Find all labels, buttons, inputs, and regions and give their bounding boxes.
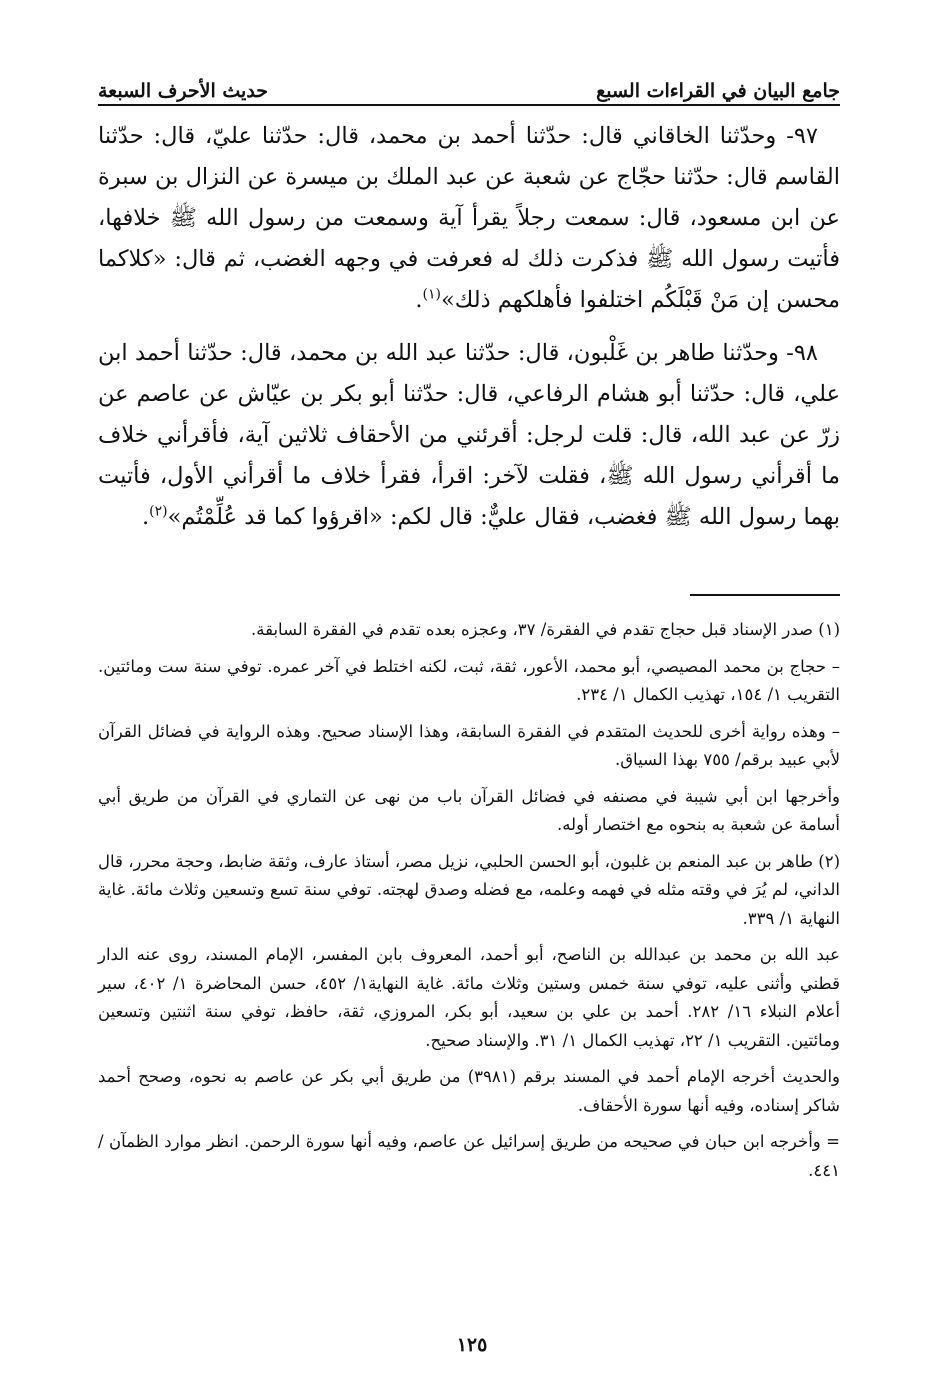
main-text [98, 116, 840, 550]
hadith-paragraph-98: ٩٨- وحدّثنا طاهر بن غَلْبون، قال: حدّثنا عبد الله بن محمد، قال: حدّثنا أحمد ابن علي، قال: حدّثنا أبو هشام الرفاعي، قال: حدّثنا أبو بكر بن عيّاش عن عاصم عن زرّ عن عبد الله، قال: قلت لرجل: أقرئني من الأحقاف ثلاثين آية، فأقرأني خلاف ما أقرأني رسول الله ﷺ، فقلت لآخر: اقرأ، فقرأ خلاف ما أقرأني الأول، فأتيت بهما رسول الله ﷺ فغضب، فقال عليٌّ: قال لكم: «اقرؤوا كما قد عُلِّمْتُم»$^{(٢)}$. [98, 340, 840, 530]
chapter-title: حديث الأحرف السبعة [98, 80, 269, 102]
footnote-item: وأخرجها ابن أبي شيبة في مصنفه في فضائل القرآن باب من نهى عن التماري في القرآن من طريق أبي أسامة عن شعبة به بنحوه مع اختصار أوله. [98, 786, 840, 834]
footnote-item: – حجاج بن محمد المصيصي، أبو محمد، الأعور، ثقة، ثبت، لكنه اختلط في آخر عمره. توفي سنة ست ومائتين. التقريب ١/ ١٥٤، تهذيب الكمال ١/ ٢٣٤. [98, 656, 840, 704]
footnote-ref-1[interactable]: (١) [422, 286, 441, 303]
footnote-item: والحديث أخرجه الإمام أحمد في المسند برقم (٣٩٨١) من طريق أبي بكر عن عاصم به نحوه، وصحح أحمد شاكر إسناده، وفيه أنها سورة الأحقاف. [98, 1067, 841, 1115]
hadith-98-text: ٩٨- وحدّثنا طاهر بن غَلْبون، قال: حدّثنا عبد الله بن محمد، قال: حدّثنا أحمد ابن علي، قال: حدّثنا أبو هشام الرفاعي، قال: حدّثنا أبو بكر بن عيّاش عن عاصم عن زرّ عن عبد الله، قال: قلت لرجل: أقرئني من الأحقاف ثلاثين آية، فأقرأني خلاف ما أقرأني رسول الله ﷺ، فقلت لآخر: اقرأ، فقرأ خلاف ما أقرأني الأول، فأتيت بهما رسول الله ﷺ فغضب، فقال عليٌّ: قال لكم: «اقرؤوا كما قد عُلِّمْتُم» [98, 340, 840, 530]
footnote-item: (٢) طاهر بن عبد المنعم بن غلبون، أبو الحسن الحلبي، نزيل مصر، أستاذ عارف، وثقة ضابط، وحجة محرر، قال الداني، لم يُرَ في وقته مثله في فهمه وعلمه، مع فضله وصدق لهجته. توفي سنة تسع وتسعين وثلاث مائة. غاية النهاية ١/ ٣٣٩. [98, 851, 840, 928]
footnote-ref-2[interactable]: (٢) [149, 503, 168, 520]
footnote-item: = وأخرجه ابن حبان في صحيحه من طريق إسرائيل عن عاصم، وفيه أنها سورة الرحمن. انظر موارد الظمآن / ٤٤١. [98, 1132, 840, 1180]
footnotes [98, 616, 840, 1193]
footnote-item: عبد الله بن محمد بن عبدالله بن الناصح، أبو أحمد، المعروف بابن المفسر، الإمام المسند، روى عنه الدار قطني وأثنى عليه، توفي سنة خمس وستين وثلاث مائة. غاية النهاية١/ ٤٥٢، حسن المحاضرة ١/ ٤٠٢، سير أعلام النبلاء ١٦/ ٢٨٢. أحمد بن علي بن سعيد، أبو بكر، المروزي، ثقة، حافظ، توفي سنة اثنتين وتسعين ومائتين. التقريب ١/ ٢٢، تهذيب الكمال ١/ ٣١. والإسناد صحيح. [98, 945, 840, 1050]
running-header [98, 68, 840, 102]
footnote-separator [690, 594, 840, 596]
header-rule [98, 104, 840, 106]
page-number: ١٢٥ [456, 1334, 488, 1356]
footnote-item: (١) صدر الإسناد قبل حجاج تقدم في الفقرة/ ٣٧، وعجزه بعده تقدم في الفقرة السابقة. [251, 620, 840, 639]
hadith-paragraph-97: ٩٧- وحدّثنا الخاقاني قال: حدّثنا أحمد بن محمد، قال: حدّثنا عليّ، قال: حدّثنا القاسم قال: حدّثنا حجّاج عن شعبة عن عبد الملك بن ميسرة عن النزال بن سبرة عن ابن مسعود، قال: سمعت رجلاً يقرأ آية وسمعت من رسول الله ﷺ خلافها، فأتيت رسول الله ﷺ فذكرت ذلك له فعرفت في وجهه الغضب، ثم قال: «كلاكما محسن إن مَنْ قَبْلَكُم اختلفوا فأهلكهم ذلك»$^{(١)}$. [98, 123, 840, 313]
hadith-97-text: ٩٧- وحدّثنا الخاقاني قال: حدّثنا أحمد بن محمد، قال: حدّثنا عليّ، قال: حدّثنا القاسم قال: حدّثنا حجّاج عن شعبة عن عبد الملك بن ميسرة عن النزال بن سبرة عن ابن مسعود، قال: سمعت رجلاً يقرأ آية وسمعت من رسول الله ﷺ خلافها، فأتيت رسول الله ﷺ فذكرت ذلك له فعرفت في وجهه الغضب، ثم قال: «كلاكما محسن إن مَنْ قَبْلَكُم اختلفوا فأهلكهم ذلك» [98, 123, 840, 313]
book-title: جامع البيان في القراءات السبع [596, 80, 840, 102]
footnote-item: – وهذه رواية أخرى للحديث المتقدم في الفقرة السابقة، وهذا الإسناد صحيح. وهذه الرواية في فضائل القرآن لأبي عبيد برقم/ ٧٥٥ بهذا السياق. [98, 721, 840, 769]
